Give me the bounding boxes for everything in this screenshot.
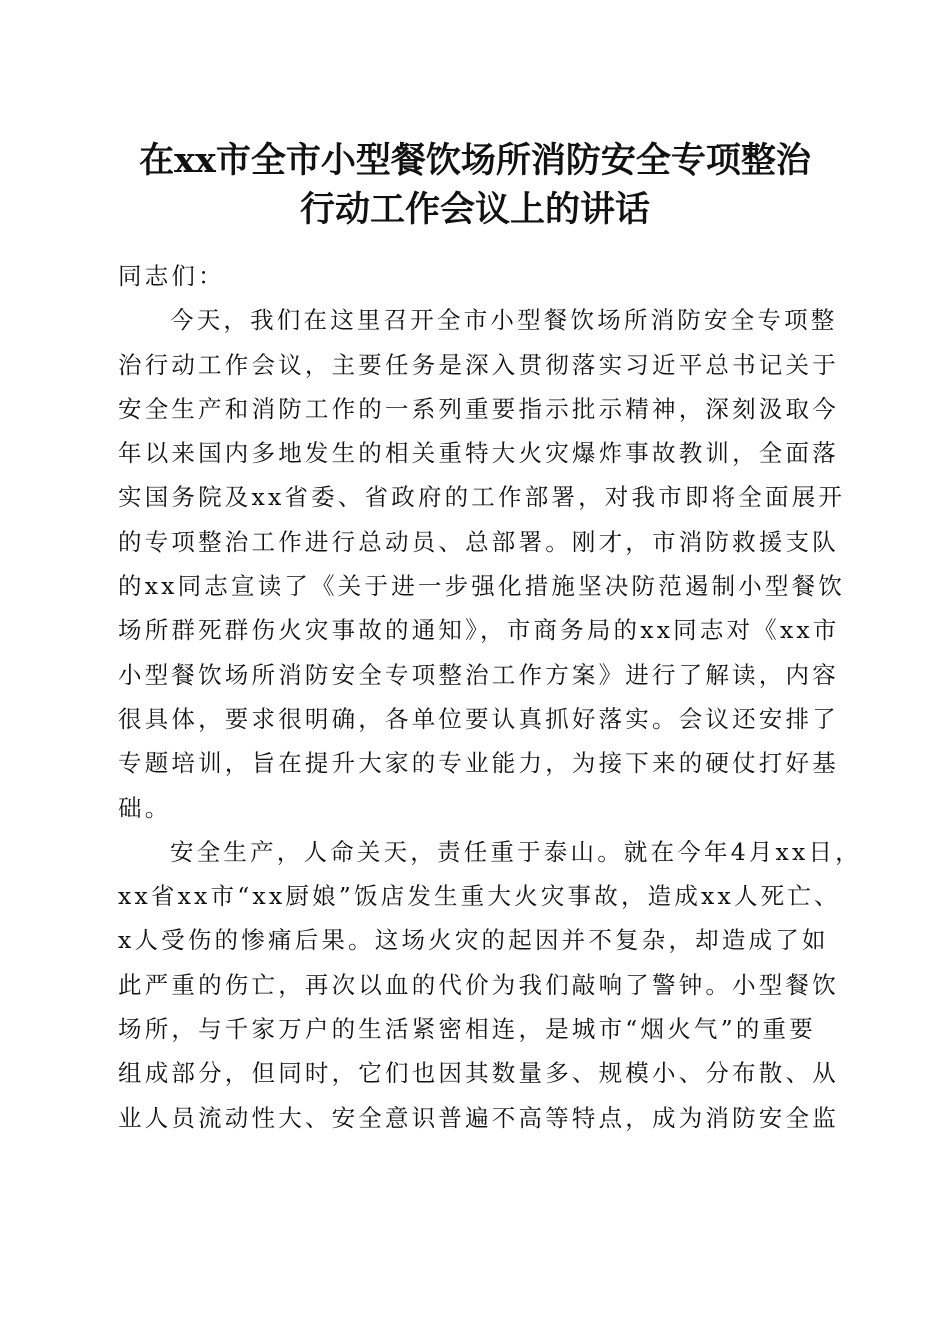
- paragraph-1-line: 的专项整治工作进行总动员、总部署。刚才，市消防救援支队: [118, 527, 839, 556]
- paragraph-1-line: 础。: [118, 793, 172, 822]
- paragraph-1-line: 今天，我们在这里召开全市小型餐饮场所消防安全专项整: [170, 306, 838, 335]
- title-line-1: 在xx市全市小型餐饮场所消防安全专项整治: [139, 140, 811, 181]
- paragraph-1-line: 场所群死群伤火灾事故的通知》，市商务局的xx同志对《xx市: [118, 616, 840, 645]
- paragraph-2-line: 场所，与千家万户的生活紧密相连，是城市“烟火气”的重要: [118, 1015, 816, 1044]
- paragraph-2-line: 业人员流动性大、安全意识普遍不高等特点，成为消防安全监: [118, 1103, 839, 1132]
- document-title: [100, 136, 850, 234]
- paragraph-1-line: 很具体，要求很明确，各单位要认真抓好落实。会议还安排了: [118, 704, 839, 733]
- paragraph-1-line: 小型餐饮场所消防安全专项整治工作方案》进行了解读，内容: [118, 660, 839, 689]
- paragraph-2-line: 此严重的伤亡，再次以血的代价为我们敲响了警钟。小型餐饮: [118, 970, 839, 999]
- title-line-2: 行动工作会议上的讲话: [299, 189, 650, 230]
- paragraph-2: [118, 830, 862, 1140]
- paragraph-1-line: 的xx同志宣读了《关于进一步强化措施坚决防范遏制小型餐饮: [118, 572, 846, 601]
- paragraph-1: [118, 298, 846, 830]
- paragraph-2-line: x人受伤的惨痛后果。这场火灾的起因并不复杂，却造成了如: [118, 926, 829, 955]
- paragraph-1-line: 年以来国内多地发生的相关重特大火灾爆炸事故教训，全面落: [118, 439, 839, 468]
- paragraph-1-line: 专题培训，旨在提升大家的专业能力，为接下来的硬仗打好基: [118, 749, 839, 778]
- document-body: [118, 254, 862, 1140]
- paragraph-2-line: 组成部分，但同时，它们也因其数量多、规模小、分布散、从: [118, 1059, 839, 1088]
- salutation: 同志们：: [118, 262, 225, 290]
- paragraph-1-line: 实国务院及xx省委、省政府的工作部署，对我市即将全面展开: [118, 483, 846, 512]
- paragraph-1-line: 安全生产和消防工作的一系列重要指示批示精神，深刻汲取今: [118, 394, 839, 423]
- paragraph-2-line: xx省xx市“xx厨娘”饭店发生重大火灾事故，造成xx人死亡、: [118, 882, 841, 911]
- paragraph-1-line: 治行动工作会议，主要任务是深入贯彻落实习近平总书记关于: [118, 350, 839, 379]
- paragraph-2-line: 安全生产，人命关天，责任重于泰山。就在今年4月xx日，: [170, 837, 862, 866]
